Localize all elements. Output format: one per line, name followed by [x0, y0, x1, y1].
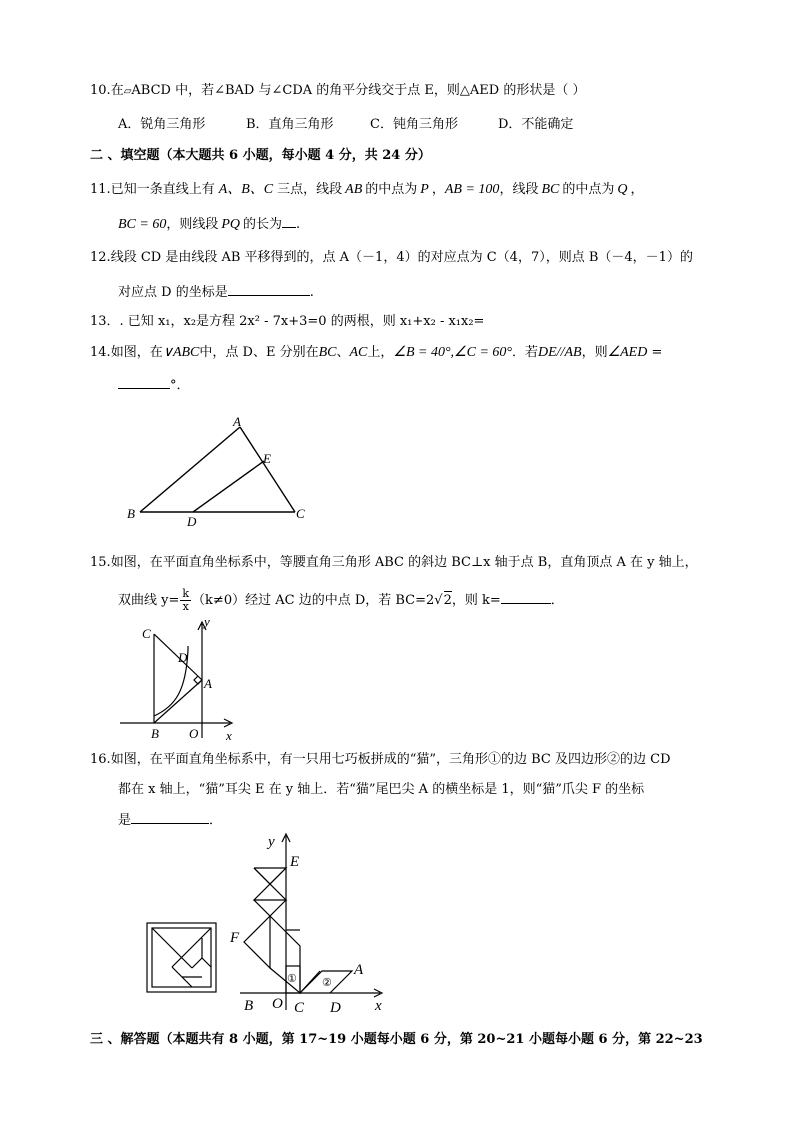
q10-option-c: C．钝角三角形 — [370, 117, 458, 132]
q14-side-ac — [240, 427, 295, 512]
q10-options — [118, 116, 573, 134]
q15-label-y: y — [204, 614, 210, 629]
q14-triangle-figure — [120, 412, 320, 528]
q16-line1: 16.如图，在平面直角坐标系中，有一只用七巧板拼成的“猫”，三角形①的边 BC 及四边形②的边 CD — [90, 752, 671, 767]
q13-line: 13．. 已知 x₁，x₂是方程 2x² - 7x+3=0 的两根，则 x₁+x₂ - x₁x₂= — [90, 314, 485, 329]
q16-cat-figure — [228, 828, 398, 1018]
q16-label-x: x — [375, 998, 382, 1014]
q15-answer-blank[interactable] — [501, 591, 551, 604]
q14-side-ab — [140, 427, 240, 512]
q12-line1: 12.线段 CD 是由线段 AB 平移得到的，点 A（－1，4）的对应点为 C（4，7），则点 B（－4，－1）的 — [90, 250, 693, 265]
q16-label-c: C — [294, 1000, 305, 1016]
q15-side-ab — [154, 680, 202, 723]
q14-answer-blank[interactable] — [118, 376, 170, 389]
q11-line1: 11.已知一条直线上有 A、B、C 三点，线段 AB 的中点为 P ，AB = 100，线段 BC 的中点为 Q ， — [90, 182, 644, 197]
q12-line2: 对应点 D 的坐标是 . — [118, 285, 314, 300]
section3-heading: 三 、解答题（本题共有 8 小题，第 17~19 小题每小题 6 分，第 20~21 小题每小题 6 分，第 22~23 — [90, 1032, 703, 1047]
q16-label-a: A — [354, 962, 364, 978]
q16-line3: 是 ． — [118, 813, 223, 828]
q15-label-c: C — [142, 626, 151, 641]
q15-label-o: O — [189, 726, 199, 741]
section2-heading: 二 、填空题（本大题共 6 小题，每小题 4 分，共 24 分） — [90, 148, 431, 163]
q10-option-b: B．直角三角形 — [246, 117, 334, 132]
q14-label-a: A — [233, 414, 241, 429]
q10-stem: 10.在▱ABCD 中，若∠BAD 与∠CDA 的角平分线交于点 E，则△AED 的形状是（ ） — [90, 83, 586, 98]
q16-tangram-square — [146, 922, 218, 994]
q16-label-e: E — [290, 854, 300, 870]
parallelogram-symbol: ▱ — [123, 86, 132, 97]
q15-line1: 15.如图，在平面直角坐标系中，等腰直角三角形 ABC 的斜边 BC⊥x 轴于点 B，直角顶点 A 在 y 轴上， — [90, 555, 698, 570]
sqrt-sign: √ — [434, 593, 443, 608]
q16-line2: 都在 x 轴上，“猫”耳尖 E 在 y 轴上．若“猫”尾巴尖 A 的横坐标是 1，则“猫”爪尖 F 的坐标 — [118, 782, 645, 797]
q11-line2: BC = 60，则线段 PQ 的长为 . — [118, 217, 301, 232]
q10-number: 10. — [90, 83, 111, 98]
q16-label-f: F — [230, 930, 240, 946]
q15-line2: 双曲线 y= $\frac{k}{x}$ （k≠0）经过 AC 边的中点 D，若 BC=2√2，则 k= ． — [118, 587, 564, 613]
q14-label-e: E — [263, 451, 271, 466]
q14-line1: 14.如图，在∨ABC中，点 D、E 分别在BC、AC上，∠B = 40°,∠C = 60°．若DE//AB，则∠AED = — [90, 345, 663, 360]
q16-label-one: ① — [287, 973, 297, 985]
q15-fraction: $\frac{k}{x}$ — [182, 587, 190, 613]
q16-label-y: y — [268, 834, 275, 850]
q14-segment-de — [193, 461, 264, 512]
q15-label-a: A — [204, 676, 212, 691]
cat-head — [254, 868, 286, 884]
q16-label-two: ② — [322, 977, 332, 989]
q16-label-b: B — [244, 998, 254, 1014]
q16-answer-blank[interactable] — [131, 811, 209, 824]
q14-line2: °． — [118, 376, 190, 395]
q14-label-b: B — [127, 506, 135, 521]
q14-label-c: C — [296, 506, 305, 521]
q15-coordinate-figure — [118, 614, 243, 743]
q15-label-x: x — [226, 728, 232, 743]
cat-neck — [254, 900, 286, 916]
q11-answer-blank[interactable] — [282, 215, 296, 228]
q16-label-d: D — [330, 1000, 341, 1016]
q15-label-d: D — [178, 650, 188, 665]
q10-option-a: A．锐角三角形 — [118, 117, 206, 132]
q10-option-d: D．不能确定 — [498, 117, 574, 132]
q14-label-d: D — [187, 514, 197, 529]
q15-label-b: B — [151, 726, 159, 741]
cat-body-left — [244, 916, 270, 968]
q12-answer-blank[interactable] — [228, 283, 310, 296]
q16-label-o: O — [272, 996, 283, 1012]
